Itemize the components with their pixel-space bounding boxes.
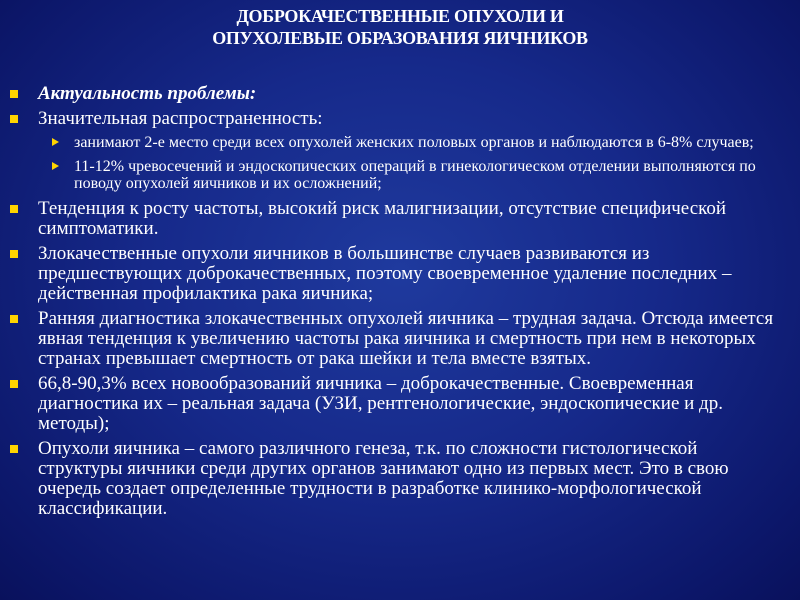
list-item-relevance — [0, 84, 800, 104]
list-item-text: Актуальность проблемы: — [38, 83, 257, 104]
sub-item-operations — [0, 158, 800, 192]
square-bullet-icon — [10, 205, 18, 213]
list-item-text: Ранняя диагностика злокачественных опухолей яичника – трудная задача. Отсюда имеется явная тенденция к увеличению частоты рака яичника и смертность при нем в некоторых странах превышает смертность от рака шейки и тела вместе взятых. — [38, 308, 774, 369]
list-item-early-diagnosis — [0, 309, 800, 369]
list-item-text: Злокачественные опухоли яичников в большинстве случаев развиваются из предшествующих доброкачественных, поэтому своевременное удаление последних – действенная профилактика рака яичника; — [38, 243, 732, 304]
square-bullet-icon — [10, 90, 18, 98]
list-item-benign-share — [0, 374, 800, 434]
triangle-bullet-icon — [52, 162, 59, 170]
list-item-trend — [0, 199, 800, 239]
bullet-list — [0, 84, 800, 524]
triangle-bullet-icon — [52, 138, 59, 146]
square-bullet-icon — [10, 445, 18, 453]
sub-item-text: занимают 2-е место среди всех опухолей женских половых органов и наблюдаются в 6-8% случаев; — [74, 134, 754, 151]
square-bullet-icon — [10, 250, 18, 258]
list-item-malignant-origin — [0, 244, 800, 304]
sub-item-text: 11-12% чревосечений и эндоскопических операций в гинекологическом отделении выполняются по поводу опухолей яичников и их осложнений; — [74, 158, 756, 192]
sub-item-rank — [0, 134, 800, 151]
slide-title — [0, 5, 800, 49]
list-item-prevalence — [0, 109, 800, 129]
list-item-text: Значительная распространенность: — [38, 108, 323, 129]
list-item-text: Тенденция к росту частоты, высокий риск малигнизации, отсутствие специфической симптоматики. — [38, 198, 727, 239]
list-item-genesis — [0, 439, 800, 519]
square-bullet-icon — [10, 380, 18, 388]
list-item-text: 66,8-90,3% всех новообразований яичника – доброкачественные. Своевременная диагностика их – реальная задача (УЗИ, рентгенологические, эндоскопические и др. методы); — [38, 373, 723, 434]
square-bullet-icon — [10, 315, 18, 323]
square-bullet-icon — [10, 115, 18, 123]
title-line-2: ОПУХОЛЕВЫЕ ОБРАЗОВАНИЯ ЯИЧНИКОВ — [212, 28, 588, 48]
title-line-1: ДОБРОКАЧЕСТВЕННЫЕ ОПУХОЛИ И — [236, 6, 564, 26]
list-item-text: Опухоли яичника – самого различного генеза, т.к. по сложности гистологической структуры яичники среди других органов занимают одно из первых мест. Это в свою очередь создает определенные трудности в разработке клинико-морфологической классификации. — [38, 438, 729, 519]
